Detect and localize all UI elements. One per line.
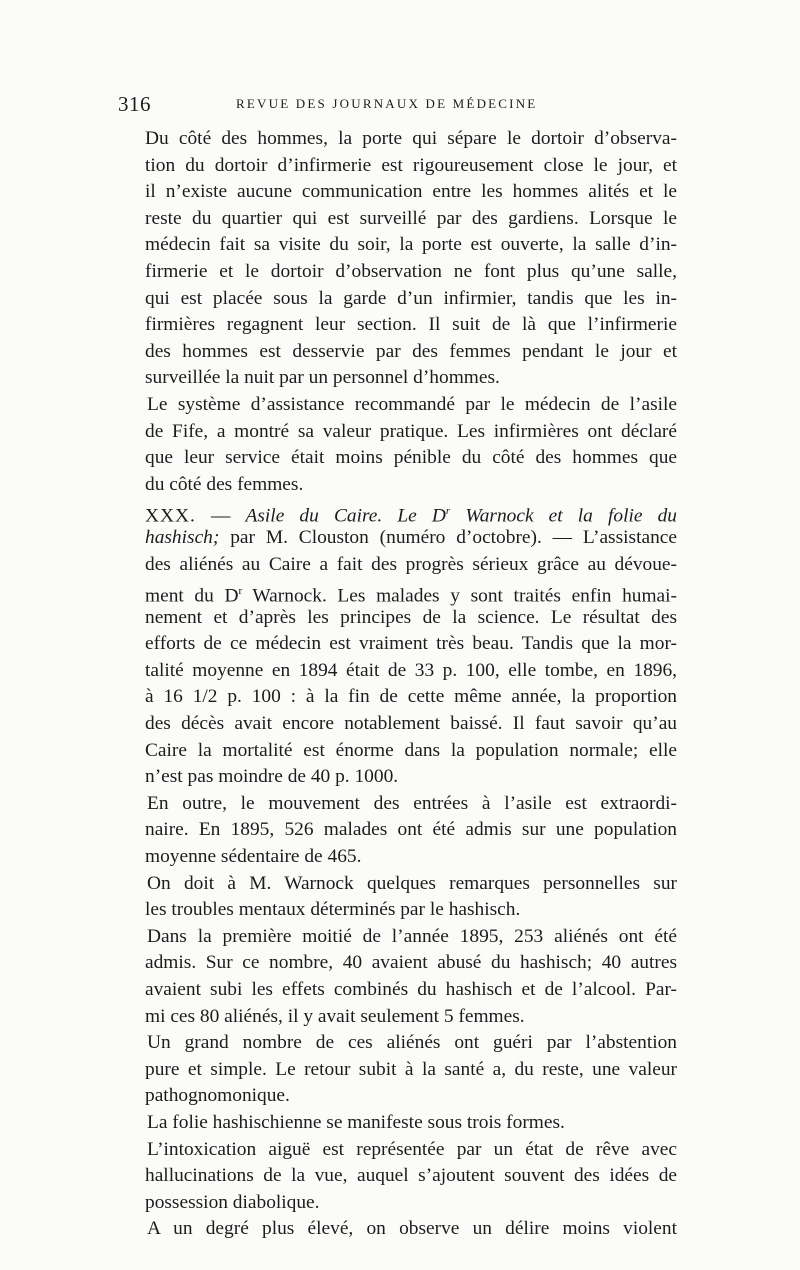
paragraph-block-2: [145, 552, 677, 579]
text-line: qui est placée sous la garde d’un infirmier, tandis que les in-: [145, 287, 677, 309]
doctor-superscript: r: [445, 505, 451, 518]
text-line: L’intoxication aiguë est représentée par un état de rêve avec: [147, 1138, 677, 1160]
text-line: tion du dortoir d’infirmerie est rigoureusement close le jour, et: [145, 154, 677, 176]
text-line: que leur service était moins pénible du côté des hommes que: [145, 447, 677, 469]
section-heading-line-1: [145, 498, 677, 525]
text-line: moyenne sédentaire de 465.: [145, 846, 362, 868]
warnock-before: ment du D: [145, 585, 239, 607]
text-line: à 16 1/2 p. 100 : à la fin de cette même année, la proportion: [145, 686, 677, 708]
text-line: médecin fait sa visite du soir, la porte est ouverte, la salle d’in-: [145, 234, 677, 256]
text-line: des décès avait encore notablement baissé. Il faut savoir qu’au: [145, 713, 677, 735]
text-line: La folie hashischienne se manifeste sous trois formes.: [147, 1111, 565, 1133]
section-title-part2: Warnock et la folie du: [465, 505, 677, 527]
text-line: Un grand nombre de ces aliénés ont guéri par l’abstention: [147, 1032, 677, 1054]
text-line: possession diabolique.: [145, 1191, 320, 1213]
text-line: n’est pas moindre de 40 p. 1000.: [145, 766, 399, 788]
text-line: efforts de ce médecin est vraiment très beau. Tandis que la mor-: [145, 633, 677, 655]
text-line: hallucinations de la vue, auquel s’ajoutent souvent des idées de: [145, 1165, 677, 1187]
text-line: Dans la première moitié de l’année 1895, 253 aliénés ont été: [147, 925, 677, 947]
text-line: du côté des femmes.: [145, 473, 304, 495]
text-line: surveillée la nuit par un personnel d’hommes.: [145, 367, 500, 389]
warnock-after: Warnock. Les malades y sont traités enfin humai-: [242, 585, 677, 607]
warnock-line: [145, 578, 677, 605]
section-title-part3: hashisch;: [145, 526, 220, 548]
page-number: 316: [118, 92, 151, 116]
text-line: mi ces 80 aliénés, il y avait seulement 5 femmes.: [145, 1005, 525, 1027]
text-line: talité moyenne en 1894 était de 33 p. 100, elle tombe, en 1896,: [145, 659, 677, 681]
text-line: admis. Sur ce nombre, 40 avaient abusé du hashisch; 40 autres: [145, 952, 677, 974]
section-dash: —: [211, 505, 231, 527]
text-line: Le système d’assistance recommandé par le médecin de l’asile: [147, 393, 677, 415]
text-line: des aliénés au Caire a fait des progrès sérieux grâce au dévoue-: [145, 553, 677, 575]
text-line: En outre, le mouvement des entrées à l’asile est extraordi-: [147, 792, 677, 814]
text-line: reste du quartier qui est surveillé par des gardiens. Lorsque le: [145, 207, 677, 229]
paragraph-block-3: [145, 605, 677, 1243]
text-line: Caire la mortalité est énorme dans la population normale; elle: [145, 739, 677, 761]
body-text: [145, 126, 677, 1243]
text-line: firmerie et le dortoir d’observation ne font plus qu’une salle,: [145, 260, 677, 282]
text-line: A un degré plus élevé, on observe un délire moins violent: [147, 1218, 677, 1240]
text-line: On doit à M. Warnock quelques remarques personnelles sur: [147, 872, 677, 894]
text-line: naire. En 1895, 526 malades ont été admis sur une population: [145, 819, 677, 841]
text-line: Du côté des hommes, la porte qui sépare le dortoir d’observa-: [145, 128, 677, 149]
text-line: firmières regagnent leur section. Il suit de là que l’infirmerie: [145, 314, 677, 336]
paragraph-block-1: [145, 126, 677, 498]
text-line: pure et simple. Le retour subit à la santé a, du reste, une valeur: [145, 1058, 677, 1080]
text-line: pathognomonique.: [145, 1085, 290, 1107]
text-line: nement et d’après les principes de la science. Le résultat des: [145, 606, 677, 628]
warnock-superscript: r: [238, 585, 243, 598]
journal-title: REVUE DES JOURNAUX DE MÉDECINE: [236, 96, 538, 111]
section-heading-line-2: [145, 525, 677, 552]
section-number: XXX.: [145, 505, 196, 527]
text-line: avaient subi les effets combinés du hashisch et de l’alcool. Par-: [145, 979, 677, 1000]
section-after-title: par M. Clouston (numéro d’octobre). — L’assistance: [230, 526, 677, 548]
running-head: [118, 92, 688, 122]
text-line: il n’existe aucune communication entre les hommes alités et le: [145, 181, 677, 203]
text-line: les troubles mentaux déterminés par le hashisch.: [145, 899, 521, 921]
section-title-part1: Asile du Caire. Le D: [245, 505, 446, 527]
text-line: de Fife, a montré sa valeur pratique. Les infirmières ont déclaré: [145, 420, 677, 442]
text-line: des hommes est desservie par des femmes pendant le jour et: [145, 340, 677, 362]
